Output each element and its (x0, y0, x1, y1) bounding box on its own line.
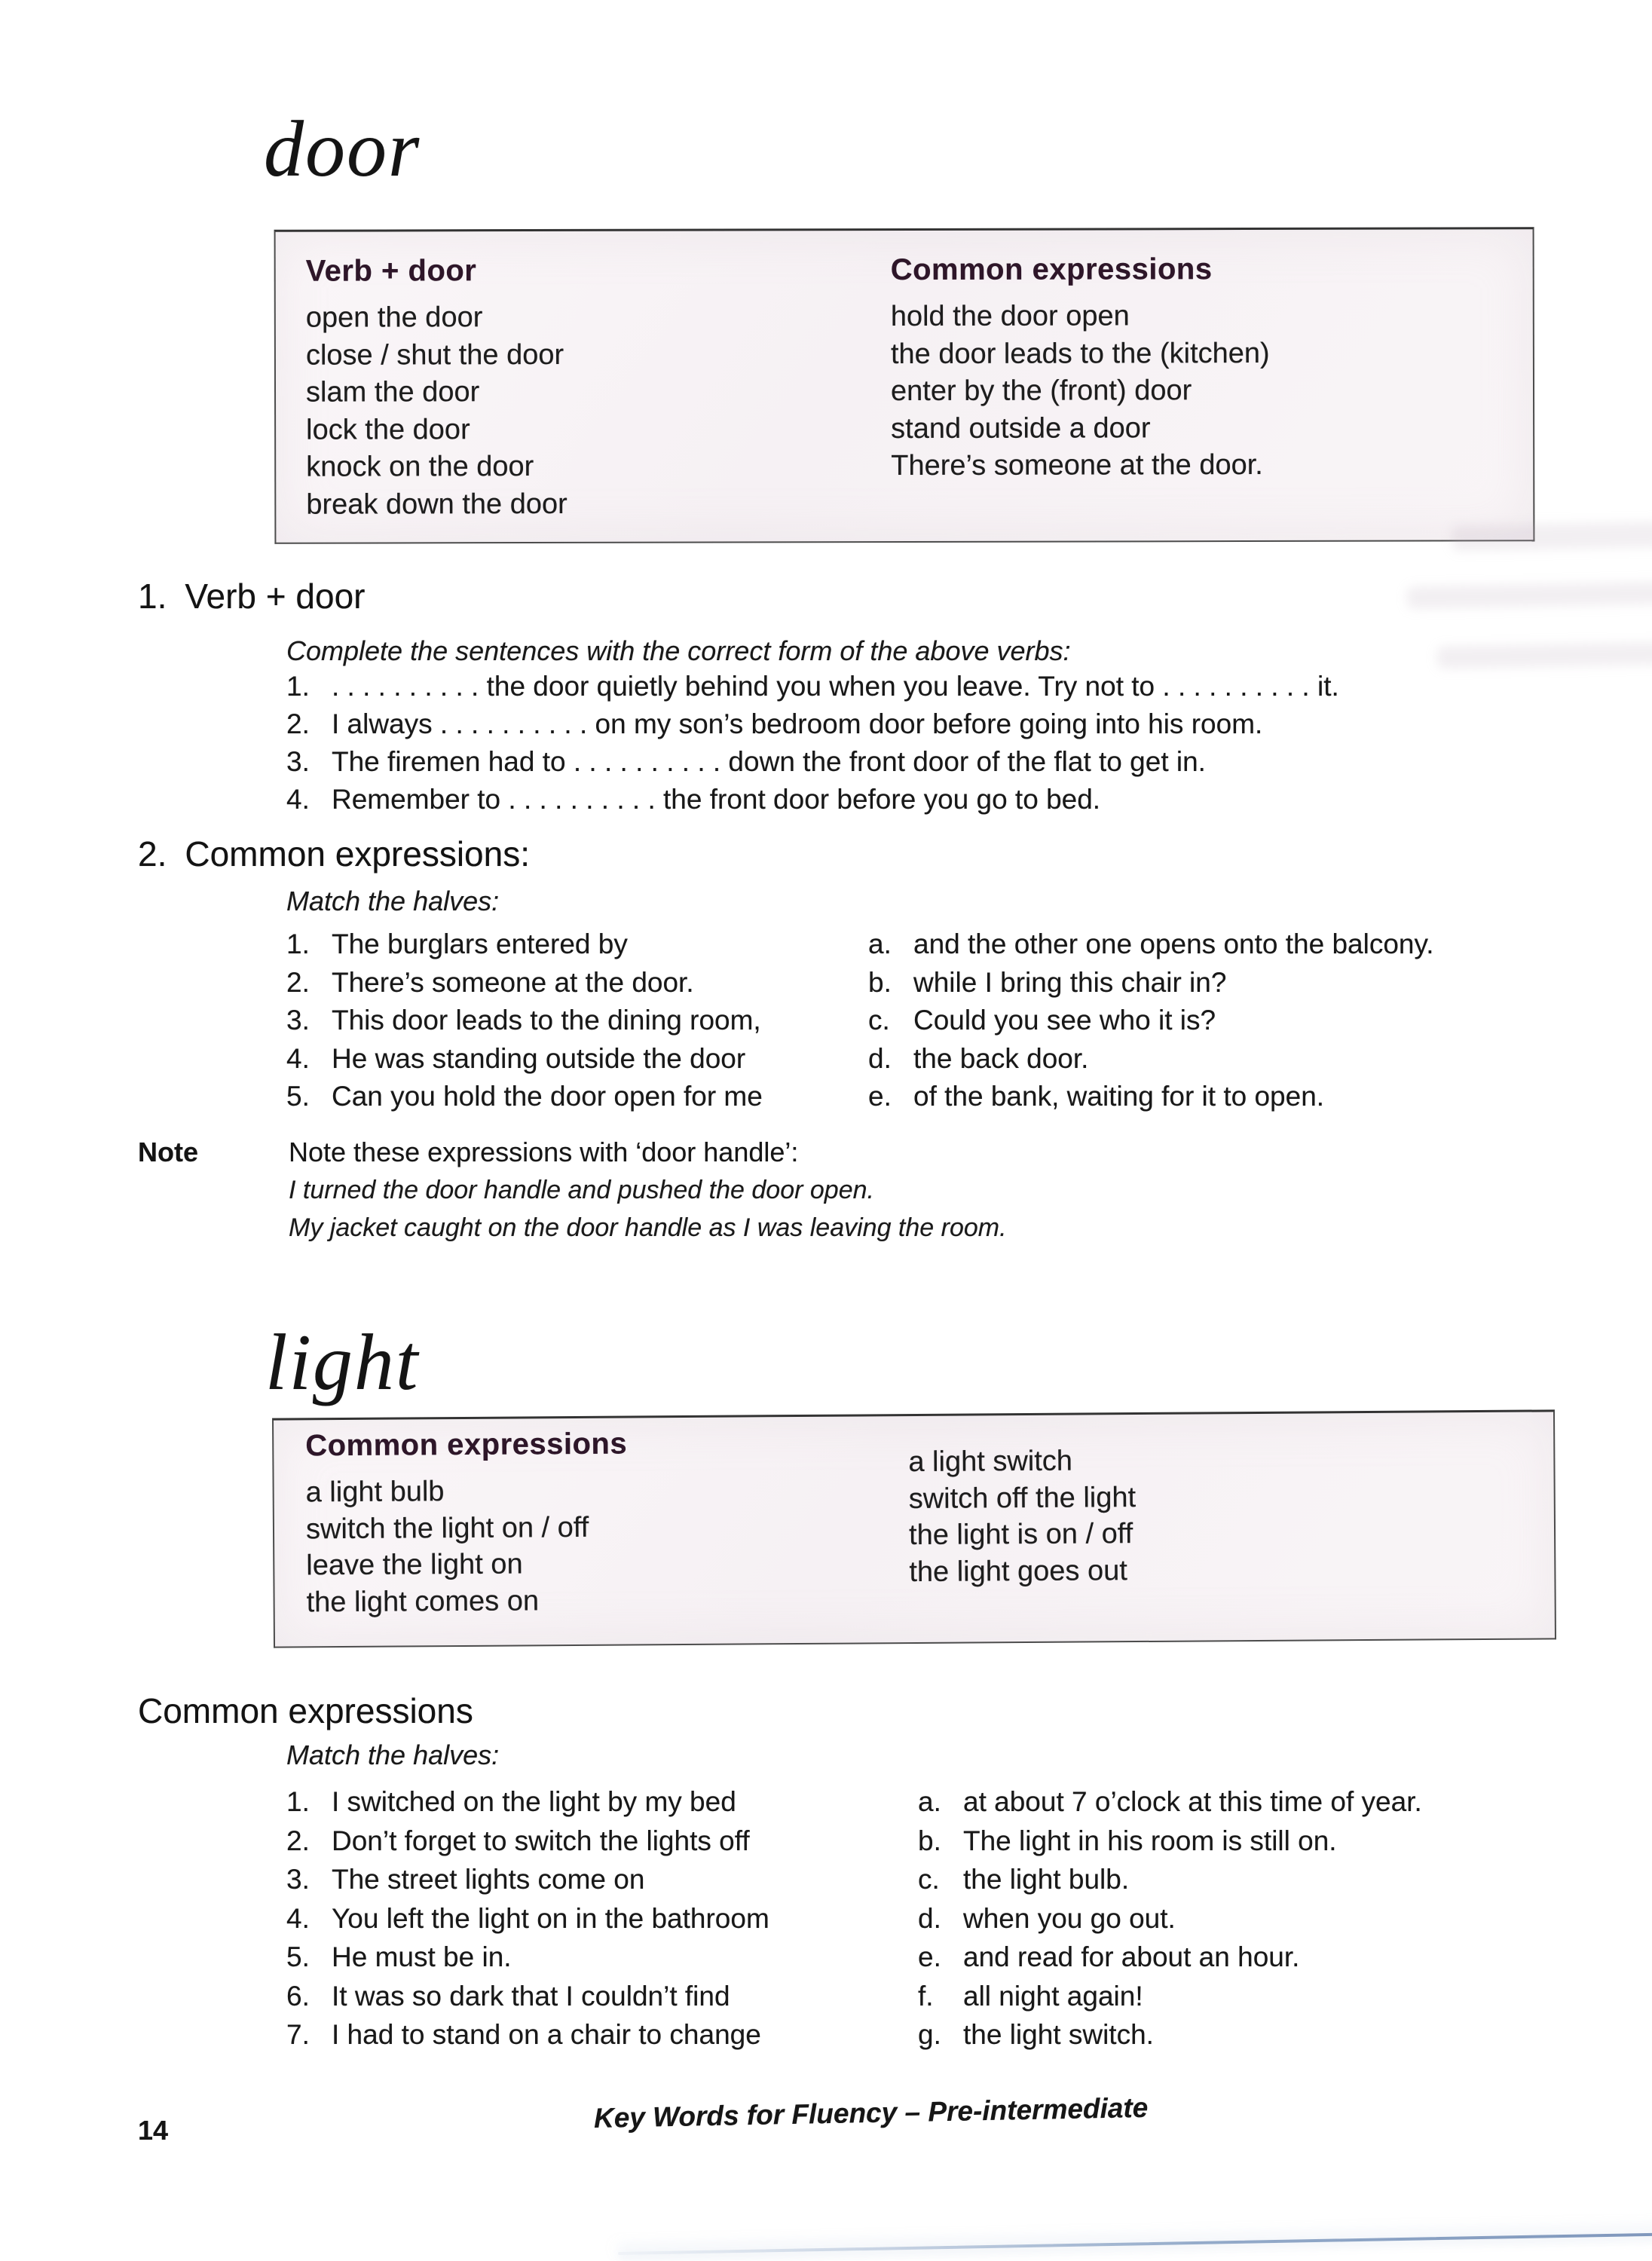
section-number: 2. (138, 834, 167, 873)
list-item: lock the door (306, 413, 470, 446)
light-expressions-left-column (305, 1427, 629, 1623)
item-number: 4. (286, 1042, 310, 1074)
option-text: at about 7 o’clock at this time of year. (963, 1786, 1422, 1817)
light-section-instruction: Match the halves: (286, 1739, 500, 1770)
match-option (868, 929, 1434, 967)
exercise-item (286, 784, 1339, 821)
item-text: I always . . . . . . . . . . on my son’s bedroom door before going into his room. (332, 708, 1263, 739)
section2-left-column (286, 929, 763, 1119)
option-text: the light switch. (963, 2019, 1154, 2050)
light-section-heading (138, 1690, 473, 1731)
option-text: The light in his room is still on. (963, 1825, 1337, 1856)
option-letter: a. (868, 929, 892, 959)
match-option (868, 1005, 1434, 1043)
list-item: the light goes out (909, 1554, 1127, 1588)
option-letter: g. (918, 2019, 941, 2050)
exercise-item (286, 746, 1339, 784)
option-letter: c. (868, 1005, 890, 1036)
item-text: It was so dark that I couldn’t find (332, 1980, 730, 2012)
list-item: knock on the door (306, 451, 534, 483)
section-title: Verb + door (185, 577, 366, 616)
list-item: There’s someone at the door. (891, 449, 1263, 482)
section2-heading (138, 834, 530, 874)
match-option (868, 1081, 1434, 1119)
item-number: 3. (286, 1005, 310, 1036)
verb-door-heading: Verb + door (305, 254, 477, 288)
option-text: of the bank, waiting for it to open. (913, 1081, 1325, 1112)
light-vocab-box (272, 1409, 1556, 1648)
match-item (286, 2019, 769, 2058)
scan-bleed-artifact (1436, 641, 1652, 669)
list-item: break down the door (306, 488, 567, 521)
list-item: leave the light on (306, 1548, 523, 1582)
door-expressions-column (891, 252, 1270, 488)
column-spacer (908, 1424, 1135, 1433)
item-text: . . . . . . . . . . the door quietly behind you when you leave. Try not to . . . . . . . . . . it. (332, 671, 1339, 702)
option-letter: d. (918, 1902, 941, 1934)
verb-door-column (306, 254, 567, 526)
item-number: 5. (286, 1941, 310, 1972)
option-text: all night again! (963, 1980, 1143, 2012)
door-word-title: door (264, 105, 421, 193)
exercise-item (286, 671, 1339, 708)
match-option (918, 1864, 1422, 1903)
light-section-left-column (286, 1786, 769, 2058)
match-item (286, 1864, 769, 1903)
item-text: Remember to . . . . . . . . . . the front door before you go to bed. (332, 784, 1101, 815)
item-number: 2. (286, 708, 310, 739)
option-text: the light bulb. (963, 1864, 1130, 1895)
list-item: switch off the light (908, 1481, 1137, 1515)
item-text: You left the light on in the bathroom (332, 1902, 769, 1934)
item-text: I switched on the light by my bed (332, 1786, 736, 1817)
list-item: switch the light on / off (305, 1511, 589, 1545)
match-option (918, 1786, 1422, 1825)
match-item (286, 1043, 763, 1082)
option-text: while I bring this chair in? (913, 966, 1227, 998)
scan-page-edge-line (618, 2232, 1652, 2255)
item-number: 1. (286, 1786, 310, 1817)
match-item (286, 1005, 763, 1043)
item-number: 3. (286, 1864, 310, 1895)
match-option (918, 1903, 1422, 1942)
list-item: stand outside a door (891, 412, 1151, 445)
list-item: the light comes on (306, 1584, 540, 1618)
item-text: Don’t forget to switch the lights off (332, 1825, 750, 1856)
option-text: the back door. (913, 1042, 1089, 1074)
item-text: I had to stand on a chair to change (332, 2019, 761, 2050)
option-letter: d. (868, 1042, 892, 1074)
light-expressions-right-list (908, 1445, 1137, 1592)
light-expressions-left-list (306, 1475, 629, 1623)
list-item: a light bulb (305, 1476, 445, 1509)
item-number: 2. (286, 966, 310, 998)
light-section-right-column (918, 1786, 1422, 2058)
item-number: 4. (286, 784, 310, 815)
note-example-sentence: My jacket caught on the door handle as I was leaving the room. (289, 1213, 1007, 1242)
option-text: Could you see who it is? (913, 1005, 1216, 1036)
option-letter: b. (918, 1825, 941, 1856)
match-item (286, 1981, 769, 2020)
item-number: 5. (286, 1081, 310, 1112)
scan-bleed-artifact (1406, 580, 1652, 609)
match-option (918, 1825, 1422, 1865)
light-expressions-heading: Common expressions (305, 1427, 628, 1463)
option-text: when you go out. (963, 1902, 1176, 1934)
list-item: slam the door (305, 376, 480, 408)
book-title-footer: Key Words for Fluency – Pre-intermediate (593, 2091, 1149, 2134)
section-title: Common expressions: (185, 834, 530, 873)
match-item (286, 929, 763, 967)
section2-instruction: Match the halves: (286, 886, 500, 916)
item-text: He was standing outside the door (332, 1042, 746, 1074)
section1-instruction: Complete the sentences with the correct form of the above verbs: (286, 635, 1071, 666)
item-text: The firemen had to . . . . . . . . . . down the front door of the flat to get in. (332, 746, 1206, 777)
item-number: 3. (286, 746, 310, 777)
match-option (868, 967, 1434, 1005)
item-number: 1. (286, 929, 310, 959)
list-item: hold the door open (890, 300, 1130, 333)
list-item: enter by the (front) door (890, 375, 1192, 408)
match-option (918, 1981, 1422, 2020)
item-text: There’s someone at the door. (332, 966, 694, 998)
note-label: Note (138, 1137, 198, 1167)
option-text: and read for about an hour. (963, 1941, 1300, 1972)
section-title: Common expressions (138, 1691, 473, 1730)
light-word-title: light (265, 1318, 420, 1406)
item-number: 4. (286, 1902, 310, 1934)
match-option (868, 1043, 1434, 1082)
match-item (286, 1941, 769, 1981)
option-letter: f. (918, 1980, 934, 2012)
note-examples (289, 1176, 1007, 1251)
door-expressions-list (891, 300, 1270, 488)
note-intro: Note these expressions with ‘door handle’: (289, 1137, 799, 1167)
list-item: a light switch (908, 1445, 1073, 1479)
note-example-sentence: I turned the door handle and pushed the door open. (289, 1176, 874, 1204)
verb-door-list (306, 301, 567, 526)
option-letter: e. (868, 1081, 892, 1112)
match-item (286, 1081, 763, 1119)
option-letter: a. (918, 1786, 941, 1817)
door-vocab-box (274, 227, 1535, 544)
option-text: and the other one opens onto the balcony. (913, 929, 1434, 959)
option-letter: b. (868, 966, 892, 998)
list-item: the light is on / off (908, 1518, 1133, 1552)
page-number: 14 (138, 2115, 169, 2146)
exercise-item (286, 708, 1339, 746)
item-text: This door leads to the dining room, (332, 1005, 761, 1036)
section1-exercise-list (286, 671, 1339, 821)
item-number: 1. (286, 671, 310, 702)
scan-bleed-artifact (1452, 521, 1652, 551)
match-option (918, 1941, 1422, 1981)
option-letter: c. (918, 1864, 940, 1895)
list-item: open the door (305, 301, 483, 334)
item-text: The street lights come on (332, 1864, 645, 1895)
match-option (918, 2019, 1422, 2058)
match-item (286, 1903, 769, 1942)
list-item: close / shut the door (305, 338, 564, 372)
section1-heading (138, 576, 366, 616)
list-item: the door leads to the (kitchen) (890, 337, 1270, 370)
match-item (286, 967, 763, 1005)
door-expressions-heading: Common expressions (890, 252, 1213, 287)
item-number: 7. (286, 2019, 310, 2050)
item-text: Can you hold the door open for me (332, 1081, 763, 1112)
item-number: 6. (286, 1980, 310, 2012)
match-item (286, 1825, 769, 1865)
light-expressions-right-column (908, 1424, 1137, 1592)
item-number: 2. (286, 1825, 310, 1856)
section2-right-column (868, 929, 1434, 1119)
match-item (286, 1786, 769, 1825)
item-text: He must be in. (332, 1941, 512, 1972)
item-text: The burglars entered by (332, 929, 628, 959)
option-letter: e. (918, 1941, 941, 1972)
section-number: 1. (138, 577, 167, 616)
